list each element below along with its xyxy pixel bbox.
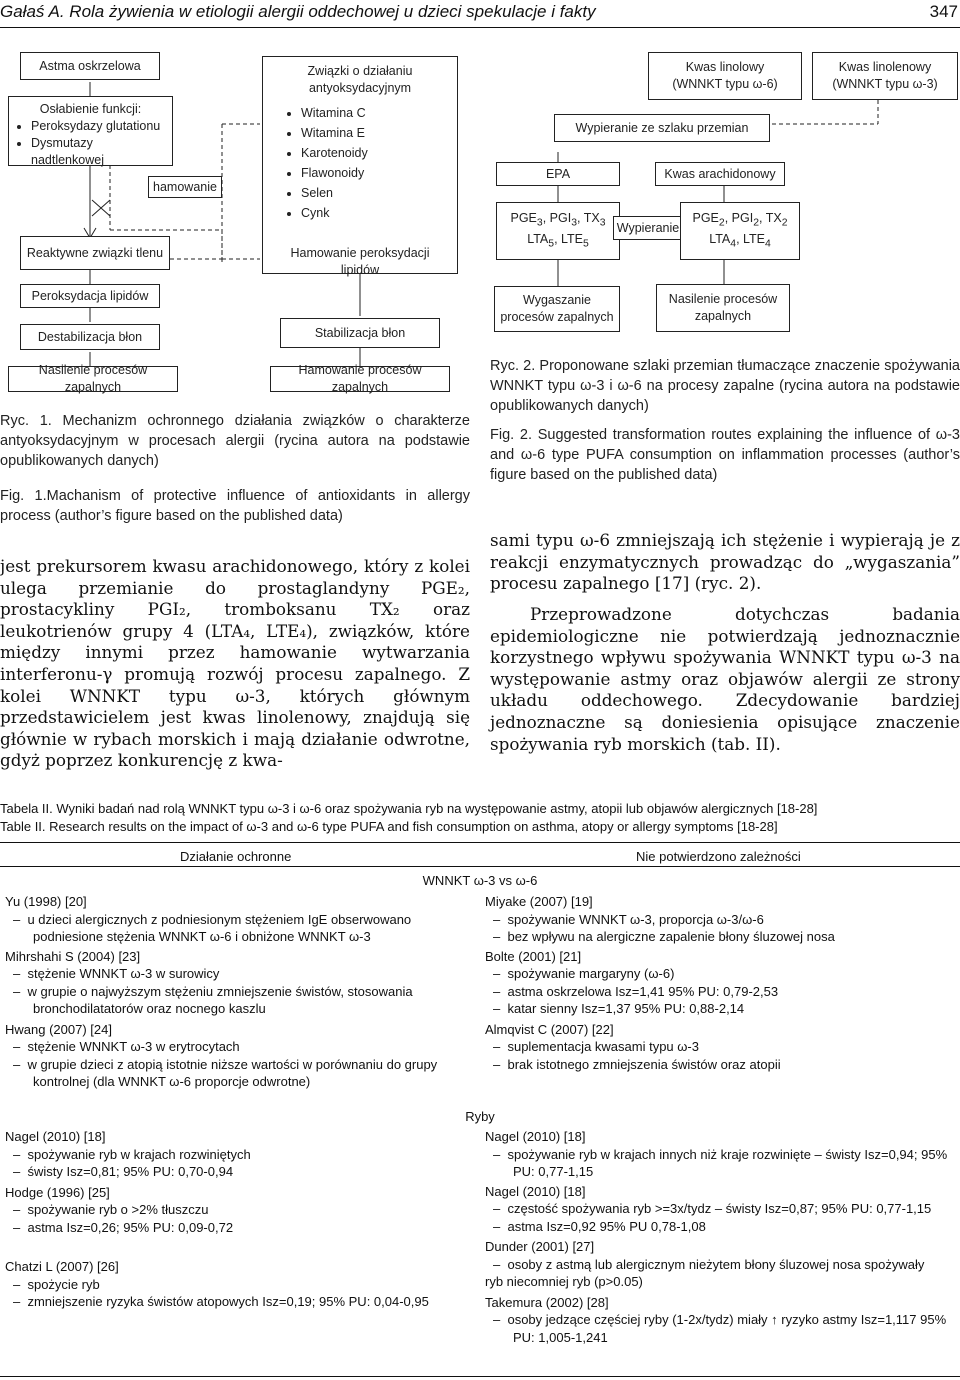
inflam-intens-box: Nasilenie procesów zapalnych <box>8 366 178 392</box>
study-item: – spożywanie WNNKT ω-3, proporcja ω-3/ω-6 <box>493 911 764 927</box>
study-item: – osoby jedzące częściej ryby (1-2x/tydz) miały ↑ ryzyko astmy Isz=1,117 95% PU: 1,005-1,241 <box>493 1312 947 1345</box>
study-item-text: suplementacja kwasami typu ω-3 <box>507 1039 699 1054</box>
pge2-line: $PGE_2$, $PGI_2$, $TX_2$ <box>692 210 788 228</box>
pge3-box <box>496 202 620 260</box>
figure-1-caption-pl: Ryc. 1. Mechanizm ochronnego działania związków o charakterze antyoksydacyjnym w procesach alergii (rycina autora na podstawie opublikowanych danych) <box>0 413 470 469</box>
study-item-text: spożywanie ryb o >2% tłuszczu <box>27 1202 209 1217</box>
arachidonic-box: Kwas arachidonowy <box>655 162 785 186</box>
enzyme-item: • Dysmutazy nadtlenkowej <box>31 135 166 169</box>
study-ref: Bolte (2001) [21] <box>485 948 582 964</box>
omega-no-relation-col <box>485 893 955 1073</box>
study-item-text: spożywanie WNNKT ω-3, proporcja ω-3/ω-6 <box>507 911 764 927</box>
intens-line-1: Nasilenie procesów <box>668 292 778 306</box>
study-item: – bez wpływu na alergiczne zapalenie błony śluzowej nosa <box>493 929 835 944</box>
antiox-item: • Karotenoidy <box>301 143 447 163</box>
enzyme-list <box>15 118 166 169</box>
study-item-text: częstość spożywania ryb >=3x/tydz – świsty Isz=0,87; 95% PU: 0,77-1,15 <box>507 1201 932 1216</box>
antiox-item: • Flawonoidy <box>301 163 447 183</box>
linolenic-type: (WNNKT typu ω-3) <box>832 77 938 91</box>
quench-line-2: procesów zapalnych <box>500 310 614 324</box>
omega-protective-col <box>5 893 470 1091</box>
study-item: – astma Isz=0,26; 95% PU: 0,09-0,72 <box>13 1219 234 1235</box>
fish-no-relation-col <box>485 1128 950 1346</box>
study-item-text: osoby jedzące częściej ryby (1-2x/tydz) miały ↑ ryzyko astmy Isz=1,117 95% PU: 1,005-1,241 <box>507 1312 947 1345</box>
study-item: – spożywanie ryb o >2% tłuszczu <box>13 1202 209 1217</box>
linoleic-box <box>648 52 802 100</box>
table-bottom-rule <box>0 1376 960 1377</box>
study-item: – świsty Isz=0,81; 95% PU: 0,70-0,94 <box>13 1164 234 1179</box>
body-right-paragraph-2: Przeprowadzone dotychczas badania epidemiologiczne nie potwierdzają jednoznacznie korzystnego wpływu spożywania WNNKT typu ω-3 na występowanie astmy oraz objawów alergii ze strony układu oddechowego. Zdecydowanie bardziej jednoznaczne są doniesienia opisujące znaczenie spożywania ryb morskich (tab. II). <box>490 604 960 754</box>
study-item-text: zmniejszenie ryzyka świstów atopowych Isz=0,19; 95% PU: 0,04-0,95 <box>27 1294 429 1309</box>
body-right-paragraph-1: sami typu ω-6 zmniejszają ich stężenie i wypierają je z reakcji enzymatycznych prowadząc do „wygaszania” procesu zapalnego [17] (ryc. 2). <box>490 530 960 594</box>
running-header: Gałaś A. Rola żywienia w etiologii alergii oddechowej u dzieci spekulacje i fakty <box>0 2 596 21</box>
enzyme-item: • Peroksydazy glutationu <box>31 118 166 135</box>
study-item-text: spożywanie ryb w krajach rozwiniętych <box>27 1146 251 1162</box>
study-item-text: brak istotnego zmniejszenia świstów oraz atopii <box>507 1056 781 1072</box>
study-item: – zmniejszenie ryzyka świstów atopowych Isz=0,19; 95% PU: 0,04-0,95 <box>13 1294 429 1309</box>
study-item-text: bez wpływu na alergiczne zapalenie błony śluzowej nosa <box>507 929 835 944</box>
study-ref: Chatzi L (2007) [26] <box>5 1259 119 1274</box>
antiox-list <box>273 103 447 223</box>
study-ref: Nagel (2010) [18] <box>485 1183 586 1199</box>
lipid-perox-box: Peroksydacja lipidów <box>20 284 160 308</box>
antiox-item: • Witamina C <box>301 103 447 123</box>
study-ref: Miyake (2007) [19] <box>485 894 593 909</box>
study-item: – astma Isz=0,92 95% PU 0,78-1,08 <box>493 1218 706 1234</box>
linolenic-label: Kwas linolenowy <box>838 60 932 74</box>
intens-line-2: zapalnych <box>694 309 752 323</box>
antiox-item: • Cynk <box>301 203 447 223</box>
membrane-stab-box: Stabilizacja błon <box>280 318 440 348</box>
perox-inhib-label: Hamowanie peroksydacji lipidów <box>290 246 430 277</box>
study-item-text: stężenie WNNKT ω-3 w erytrocytach <box>27 1039 240 1054</box>
study-item-text: świsty Isz=0,81; 95% PU: 0,70-0,94 <box>27 1164 234 1179</box>
study-item-text: spożycie ryb <box>27 1276 100 1292</box>
antiox-title: Związki o działaniu antyoksydacyjnym <box>307 64 413 95</box>
figure-1-caption-en: Fig. 1.Machanism of protective influence of antioxidants in allergy process (author’s figure based on the published data) <box>0 488 470 524</box>
study-ref: Hodge (1996) [25] <box>5 1184 110 1200</box>
figure-2-caption-pl: Ryc. 2. Proponowane szlaki przemian tłumaczące znaczenie spożywania WNNKT typu ω-3 i ω-6 na procesy zapalne (rycina autora na podstawie opublikowanych danych) <box>490 358 960 414</box>
study-item: – spożycie ryb <box>13 1276 100 1292</box>
table-header-rule <box>0 866 960 867</box>
study-item: – w grupie dzieci z atopią istotnie niższe wartości w porównaniu do grupy kontrolnej (dla WNNKT ω-6 proporcje odwrotne) <box>13 1056 438 1089</box>
study-ref: Hwang (2007) [24] <box>5 1021 112 1037</box>
table-top-rule <box>0 842 960 843</box>
study-item-text: astma Isz=0,92 95% PU 0,78-1,08 <box>507 1218 706 1234</box>
table-caption-pl: Tabela II. Wyniki badań nad rolą WNNKT typu ω-3 i ω-6 oraz spożywania ryb na występowanie astmy, atopii lub objawów alergicznych [18-28] <box>0 801 818 816</box>
study-item: – spożywanie ryb w krajach innych niż kraje rozwinięte – świsty Isz=0,94; 95% PU: 0,77-1,15 <box>493 1146 948 1179</box>
section-omega: WNNKT ω-3 vs ω-6 <box>422 873 538 888</box>
weakening-title: Osłabienie funkcji: <box>39 102 142 116</box>
col-header-left: Działanie ochronne <box>180 849 292 864</box>
table-caption-en: Table II. Research results on the impact of ω-3 and ω-6 type PUFA and fish consumption on asthma, atopy or allergy symptoms [18-28] <box>0 819 778 834</box>
study-item-text: w grupie o najwyższym stężeniu zmniejszenie świstów, stosowania bronchodilatatorów oraz nocnego kaszlu <box>27 983 413 1016</box>
study-item: – stężenie WNNKT ω-3 w erytrocytach <box>13 1039 240 1054</box>
asthma-box: Astma oskrzelowa <box>20 52 160 80</box>
study-item: – w grupie o najwyższym stężeniu zmniejszenie świstów, stosowania bronchodilatatorów oraz nocnego kaszlu <box>13 983 413 1016</box>
intensification-box <box>656 284 790 332</box>
study-item-text: stężenie WNNKT ω-3 w surowicy <box>27 966 220 981</box>
study-ref: Takemura (2002) [28] <box>485 1294 609 1310</box>
header-rule <box>0 27 960 28</box>
ros-box: Reaktywne związki tlenu <box>20 236 170 270</box>
study-ref: Mihrshahi S (2004) [23] <box>5 948 141 964</box>
study-ref: Nagel (2010) [18] <box>5 1129 106 1144</box>
study-item-text: astma Isz=0,26; 95% PU: 0,09-0,72 <box>27 1219 234 1235</box>
study-item: – spożywanie margaryny (ω-6) <box>493 966 675 981</box>
lta4-line: $LTA_4$, $LTE_4$ <box>709 232 771 250</box>
study-item-text: spożywanie margaryny (ω-6) <box>507 966 675 981</box>
lta5-line: $LTA_5$, $LTE_5$ <box>527 232 589 250</box>
study-item: – osoby z astmą lub alergicznym nieżytem błony śluzowej nosa spożywały <box>493 1256 925 1272</box>
weakening-box <box>8 96 173 166</box>
study-item-text: w grupie dzieci z atopią istotnie niższe wartości w porównaniu do grupy kontrolnej (dla WNNKT ω-6 proporcje odwrotne) <box>27 1056 438 1089</box>
antioxidant-box <box>262 56 458 277</box>
study-item-text: osoby z astmą lub alergicznym nieżytem błony śluzowej nosa spożywały <box>507 1256 925 1272</box>
study-item-text: katar sienny Isz=1,37 95% PU: 0,88-2,14 <box>507 1001 745 1016</box>
study-item-text: astma oskrzelowa Isz=1,41 95% PU: 0,79-2,53 <box>507 983 779 999</box>
epa-box: EPA <box>496 162 620 186</box>
study-item: – stężenie WNNKT ω-3 w surowicy <box>13 966 220 981</box>
figure-2-caption-en: Fig. 2. Suggested transformation routes explaining the influence of ω-3 and ω-6 type PUFA consumption on inflammation processes (author’s figure based on the published data) <box>490 427 960 483</box>
study-item: – spożywanie ryb w krajach rozwiniętych <box>13 1146 251 1162</box>
study-item: – u dzieci alergicznych z podniesionym stężeniem IgE obserwowano podniesione stężenia WNNKT ω-6 i obniżone WNNKT ω-3 <box>13 911 412 944</box>
study-ref: Nagel (2010) [18] <box>485 1129 586 1144</box>
pge3-line: $PGE_3$, $PGI_3$, $TX_3$ <box>510 210 606 228</box>
linolenic-box <box>812 52 958 100</box>
linoleic-type: (WNNKT typu ω-6) <box>672 77 778 91</box>
study-item: – brak istotnego zmniejszenia świstów oraz atopii <box>493 1056 781 1072</box>
displacement-box: Wypieranie <box>613 216 683 240</box>
quench-line-1: Wygaszanie <box>523 293 591 307</box>
study-item: – częstość spożywania ryb >=3x/tydz – świsty Isz=0,87; 95% PU: 0,77-1,15 <box>493 1201 932 1216</box>
study-item-continuation: ryb niecomniej ryb (p>0.05) <box>485 1274 643 1289</box>
col-header-right: Nie potwierdzono zależności <box>636 849 801 864</box>
study-ref: Almqvist C (2007) [22] <box>485 1021 614 1037</box>
antiox-item: • Witamina E <box>301 123 447 143</box>
page-number: 347 <box>929 2 958 21</box>
displacement-pathway-box: Wypieranie ze szlaku przemian <box>554 114 770 142</box>
quench-box <box>494 286 620 332</box>
study-item-text: spożywanie ryb w krajach innych niż kraje rozwinięte – świsty Isz=0,94; 95% PU: 0,77-1,15 <box>507 1146 948 1179</box>
study-ref: Dunder (2001) [27] <box>485 1239 595 1254</box>
antiox-item: • Selen <box>301 183 447 203</box>
section-fish: Ryby <box>465 1109 495 1124</box>
study-item-text: u dzieci alergicznych z podniesionym stężeniem IgE obserwowano podniesione stężenia WNNKT ω-6 i obniżone WNNKT ω-3 <box>27 911 412 944</box>
inhibition-box: hamowanie <box>148 176 222 198</box>
fish-protective-col <box>5 1128 470 1311</box>
linoleic-label: Kwas linolowy <box>685 60 765 74</box>
pge2-box <box>680 202 800 260</box>
study-item: – astma oskrzelowa Isz=1,41 95% PU: 0,79-2,53 <box>493 983 779 999</box>
study-item: – suplementacja kwasami typu ω-3 <box>493 1039 699 1054</box>
study-ref: Yu (1998) [20] <box>5 894 87 909</box>
inflam-inhib-box: Hamowanie procesów zapalnych <box>270 366 450 392</box>
membrane-destab-box: Destabilizacja błon <box>20 324 160 350</box>
study-item: – katar sienny Isz=1,37 95% PU: 0,88-2,14 <box>493 1001 745 1016</box>
body-left-paragraph: jest prekursorem kwasu arachidonowego, który z kolei ulega przemianie do prostaglandyny PGE₂, prostacykliny PGI₂, tromboksanu TX₂ oraz leukotrienów grupy 4 (LTA₄, LTE₄), związków, które między innymi przez hamowanie wytwarzania interferonu-γ promują rozwój procesu zapalnego. Z kolei WNNKT typu ω-3, których głównym przedstawicielem jest kwas linolenowy, znajdują się głównie w rybach morskich i mają działanie odwrotne, gdyż poprzez konkurencję z kwa- <box>0 556 470 771</box>
